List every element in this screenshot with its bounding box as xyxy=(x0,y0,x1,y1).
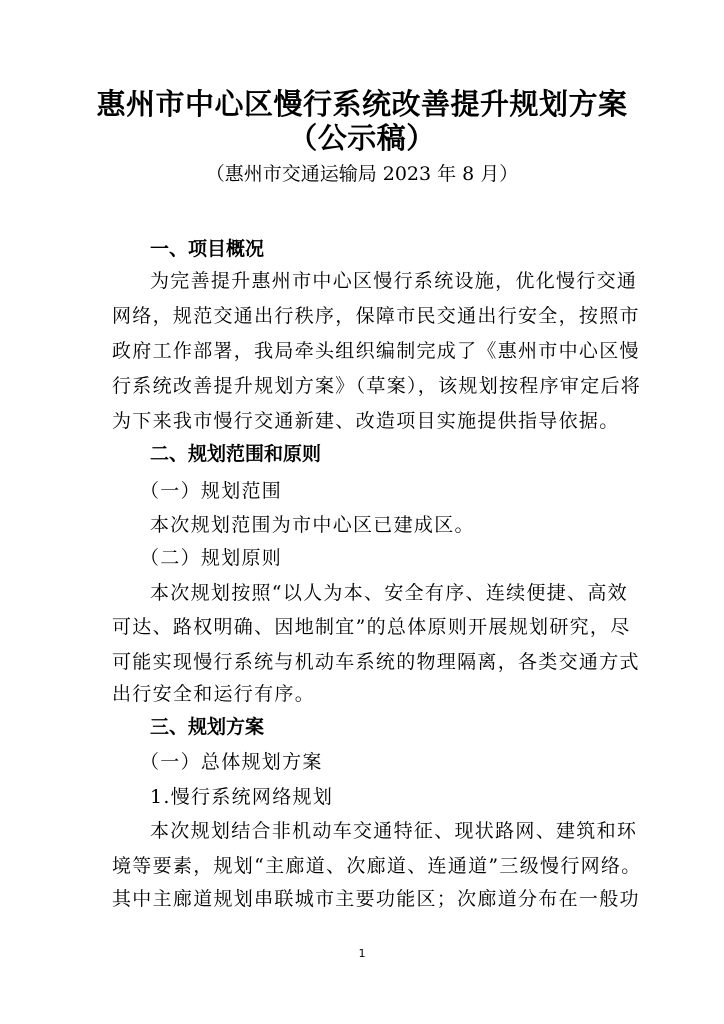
document-title: 惠州市中心区慢行系统改善提升规划方案 xyxy=(96,87,628,121)
list-item-heading: 1.慢行系统网络规划 xyxy=(150,786,334,808)
paragraph-line: 可达、路权明确、因地制宜”的总体原则开展规划研究，尽 xyxy=(112,616,631,638)
paragraph-line: 其中主廊道规划串联城市主要功能区；次廊道分布在一般功 xyxy=(112,888,640,910)
paragraph-line: 出行安全和运行有序。 xyxy=(112,683,316,705)
page-number: 1 xyxy=(358,947,366,960)
subsection-heading: （二）规划原则 xyxy=(140,547,283,569)
subsection-heading: （一）规划范围 xyxy=(140,480,283,502)
section-heading-overview: 一、项目概况 xyxy=(150,238,265,260)
paragraph-line: 本次规划结合非机动车交通特征、现状路网、建筑和环 xyxy=(150,820,638,842)
paragraph-line: 行系统改善提升规划方案》（草案），该规划按程序审定后将 xyxy=(112,375,642,397)
paragraph-line: 网络，规范交通出行秩序，保障市民交通出行安全，按照市 xyxy=(112,305,640,327)
section-heading-scope: 二、规划范围和原则 xyxy=(150,443,322,465)
subsection-heading: （一）总体规划方案 xyxy=(140,751,323,773)
paragraph-line: 为完善提升惠州市中心区慢行系统设施，优化慢行交通 xyxy=(150,270,638,292)
document-title-note: （公示稿） xyxy=(288,121,436,155)
document-subtitle: （惠州市交通运输局 2023 年 8 月） xyxy=(205,163,519,185)
paragraph-line: 政府工作部署，我局牵头组织编制完成了《惠州市中心区慢 xyxy=(112,340,640,362)
paragraph-line: 可能实现慢行系统与机动车系统的物理隔离，各类交通方式 xyxy=(112,651,640,673)
section-heading-plan: 三、规划方案 xyxy=(150,716,265,738)
paragraph-line: 本次规划按照“以人为本、安全有序、连续便捷、高效 xyxy=(150,582,628,604)
paragraph-line: 境等要素，规划“主廊道、次廊道、连通道”三级慢行网络。 xyxy=(112,855,642,877)
paragraph-line: 为下来我市慢行交通新建、改造项目实施提供指导依据。 xyxy=(112,410,620,432)
paragraph-line: 本次规划范围为市中心区已建成区。 xyxy=(150,514,475,536)
